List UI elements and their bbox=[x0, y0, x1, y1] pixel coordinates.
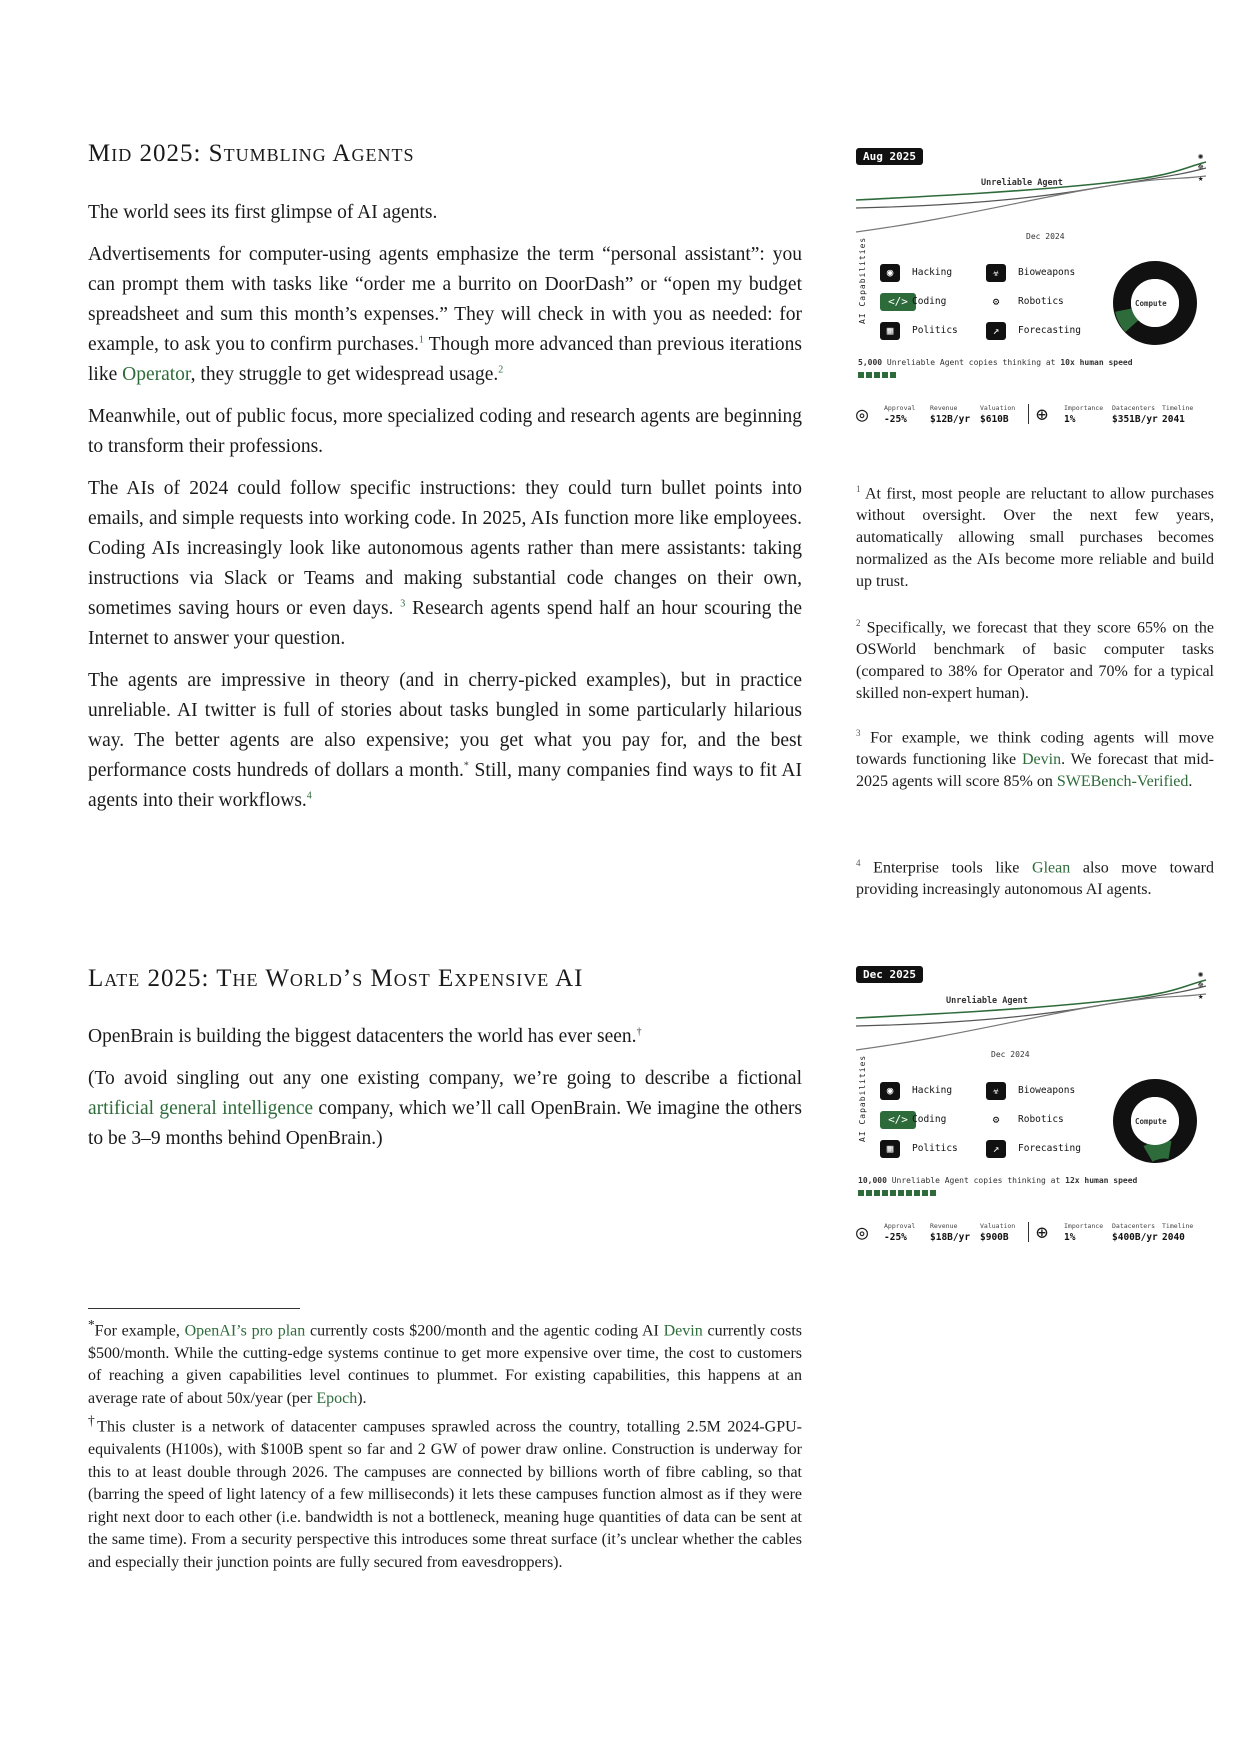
stats-divider bbox=[1028, 1222, 1029, 1242]
stat-value: 2040 bbox=[1162, 1232, 1185, 1243]
capabilities-label: AI Capabilities bbox=[858, 236, 867, 324]
panel-date: Dec 2025 bbox=[856, 966, 923, 983]
footnotes bbox=[88, 1314, 802, 1574]
operator-link[interactable]: Operator bbox=[122, 364, 191, 385]
openai-pro-link[interactable]: OpenAI’s pro plan bbox=[184, 1322, 306, 1340]
footnote-divider bbox=[88, 1308, 300, 1309]
section-heading: Mid 2025: Stumbling Agents bbox=[88, 140, 415, 167]
stat-label: Valuation bbox=[980, 404, 1016, 412]
speed-block bbox=[914, 1190, 920, 1196]
capability-politics: Politics bbox=[912, 1143, 958, 1154]
end-icons: ✺ ☸ ★ bbox=[1198, 970, 1204, 1002]
stat-value: 2041 bbox=[1162, 414, 1185, 425]
reference-date: Dec 2024 bbox=[1026, 232, 1065, 241]
swebench-link[interactable]: SWEBench-Verified bbox=[1056, 773, 1189, 791]
copies-count: 5,000 bbox=[858, 358, 883, 367]
donut-label: Compute bbox=[1135, 299, 1167, 308]
speed-block bbox=[866, 372, 872, 378]
section-heading: Late 2025: The World’s Most Expensive AI bbox=[88, 965, 584, 992]
trend-chart bbox=[856, 966, 1212, 1056]
footnote: *For example, OpenAI’s pro plan currently costs $200/month and the agentic coding AI Devin currently costs $500/month. While the cutting-edge systems continue to get more expensive over time, the cost to customers of reaching a given capabilities level continues to plummet. For existing capabilities, this happens at an average rate of about 50x/year (per Epoch). bbox=[88, 1317, 802, 1407]
copies-count: 10,000 bbox=[858, 1176, 887, 1185]
speed-block bbox=[858, 1190, 864, 1196]
devin-link[interactable]: Devin bbox=[1021, 751, 1062, 769]
forecasting-icon: ↗ bbox=[986, 1140, 1006, 1158]
stat-value: $18B/yr bbox=[930, 1232, 971, 1243]
speed-block bbox=[922, 1190, 928, 1196]
sidenote-3: $^3$ For example, we think coding agents will move towards functioning like Devin. We forecast that mid-2025 agents will score 85% on SWEBench-Verified. bbox=[856, 728, 1215, 791]
stat-label: Timeline bbox=[1162, 1222, 1194, 1230]
robotics-icon: ⚙ bbox=[986, 1111, 1006, 1129]
stat-value: -25% bbox=[884, 414, 907, 425]
section-mid-2025-body bbox=[88, 198, 802, 828]
politics-icon: ▦ bbox=[880, 322, 900, 340]
capability-hacking: Hacking bbox=[912, 1085, 953, 1096]
stat-label: Approval bbox=[884, 1222, 916, 1230]
trend-chart bbox=[856, 148, 1212, 238]
hacking-icon: ◉ bbox=[880, 1082, 900, 1100]
coding-icon: </> bbox=[880, 1111, 916, 1129]
speed-block bbox=[882, 372, 888, 378]
stat-label: Importance bbox=[1064, 1222, 1104, 1230]
status-panel-aug-2025 bbox=[856, 148, 1212, 438]
section-late-2025 bbox=[88, 965, 802, 993]
capability-bioweapons: Bioweapons bbox=[1018, 1085, 1076, 1096]
stat-value: $400B/yr bbox=[1112, 1232, 1158, 1243]
paragraph: The world sees its first glimpse of AI agents. bbox=[88, 202, 438, 223]
reference-date: Dec 2024 bbox=[991, 1050, 1030, 1059]
copies-text: Unreliable Agent copies thinking at bbox=[886, 1176, 1066, 1185]
trend-line bbox=[856, 994, 1206, 1050]
paragraph: The agents are impressive in theory (and in cherry-picked examples), but in practice unreliable. AI twitter is full of stories about tasks bungled in some particularly hilarious way. The better agents are also expensive; you get what you pay for, and the best performance costs hundreds of dollars a month.* Still, many companies find ways to fit AI agents into their workflows.$^4$ bbox=[88, 670, 802, 811]
footnote-ref[interactable]: 4 bbox=[306, 790, 312, 802]
speed-block bbox=[890, 1190, 896, 1196]
speed-block bbox=[930, 1190, 936, 1196]
footnote-ref[interactable]: 3 bbox=[400, 598, 406, 610]
openbrain-logo-icon: ◎ bbox=[856, 402, 869, 426]
panel-date: Aug 2025 bbox=[856, 148, 923, 165]
glean-link[interactable]: Glean bbox=[1032, 859, 1071, 877]
robotics-icon: ⚙ bbox=[986, 293, 1006, 311]
stat-label: Revenue bbox=[930, 404, 958, 412]
copies-line bbox=[858, 358, 1133, 367]
speed-block bbox=[874, 372, 880, 378]
speed-block bbox=[898, 1190, 904, 1196]
forecasting-icon: ↗ bbox=[986, 322, 1006, 340]
donut-segment bbox=[1124, 310, 1132, 326]
speed-block bbox=[866, 1190, 872, 1196]
status-panel-dec-2025 bbox=[856, 966, 1212, 1256]
capability-coding: Coding bbox=[912, 1114, 947, 1125]
capabilities-label: AI Capabilities bbox=[858, 1054, 867, 1142]
stat-value: $12B/yr bbox=[930, 414, 971, 425]
footnote-ref[interactable]: † bbox=[636, 1026, 642, 1038]
stat-label: Datacenters bbox=[1112, 1222, 1156, 1230]
globe-icon: ⊕ bbox=[1036, 1220, 1049, 1244]
stat-label: Importance bbox=[1064, 404, 1104, 412]
section-mid-2025 bbox=[88, 140, 802, 168]
donut-segment bbox=[1148, 1150, 1170, 1154]
speed-block bbox=[858, 372, 864, 378]
trend-line bbox=[856, 980, 1206, 1018]
sidenote-4: $^4$ Enterprise tools like Glean also move toward providing increasingly autonomous AI agents. bbox=[856, 858, 1215, 899]
footnote-ref[interactable]: 2 bbox=[498, 364, 504, 376]
paragraph: (To avoid singling out any one existing company, we’re going to describe a fictional artificial general intelligence company, which we’ll call OpenBrain. We imagine the others to be 3–9 months behind OpenBrain.) bbox=[88, 1068, 802, 1149]
trend-line bbox=[856, 986, 1206, 1026]
paragraph: OpenBrain is building the biggest datacenters the world has ever seen.† bbox=[88, 1026, 642, 1047]
trend-line bbox=[856, 168, 1206, 208]
bioweapons-icon: ☣ bbox=[986, 264, 1006, 282]
stat-value: $900B bbox=[980, 1232, 1009, 1243]
footnote-ref[interactable]: * bbox=[463, 760, 469, 772]
speed-block bbox=[882, 1190, 888, 1196]
stat-value: -25% bbox=[884, 1232, 907, 1243]
stat-label: Datacenters bbox=[1112, 404, 1156, 412]
capability-forecasting: Forecasting bbox=[1018, 325, 1081, 336]
speed-block bbox=[906, 1190, 912, 1196]
stat-label: Revenue bbox=[930, 1222, 958, 1230]
stat-value: $351B/yr bbox=[1112, 414, 1158, 425]
bioweapons-icon: ☣ bbox=[986, 1082, 1006, 1100]
speed-block bbox=[874, 1190, 880, 1196]
copies-line bbox=[858, 1176, 1137, 1185]
capability-coding: Coding bbox=[912, 296, 947, 307]
openbrain-logo-icon: ◎ bbox=[856, 1220, 869, 1244]
capability-bioweapons: Bioweapons bbox=[1018, 267, 1076, 278]
capability-hacking: Hacking bbox=[912, 267, 953, 278]
agi-link[interactable]: artificial general intelligence bbox=[88, 1098, 314, 1119]
stat-label: Valuation bbox=[980, 1222, 1016, 1230]
donut-label: Compute bbox=[1135, 1117, 1167, 1126]
devin-link[interactable]: Devin bbox=[663, 1322, 703, 1340]
footnote: †This cluster is a network of datacenter campuses sprawled across the country, totalling 2.5M 2024-GPU-equivalents (H100s), with $100B spent so far and 2 GW of power draw online. Construction is underway for this to at least double through 2026. The campuses are connected by billions worth of fibre cabling, so that (barring the speed of light latency of a few milliseconds) it lets these campuses function almost as if they were right next door to each other (i.e. bandwidth is not a bottleneck, meaning huge quantities of data can be sent at the same time). From a security perspective this introduces some threat surface (it’s unclear whether the cables and especially their junction points are fully secured from eavesdroppers). bbox=[88, 1413, 802, 1571]
coding-icon: </> bbox=[880, 293, 916, 311]
footnote-ref[interactable]: 1 bbox=[418, 334, 424, 346]
hacking-icon: ◉ bbox=[880, 264, 900, 282]
end-icons: ✺ ☸ ★ bbox=[1198, 152, 1204, 184]
stat-value: 1% bbox=[1064, 414, 1076, 425]
capability-robotics: Robotics bbox=[1018, 1114, 1064, 1125]
section-late-2025-body bbox=[88, 1022, 802, 1166]
paragraph: Advertisements for computer-using agents emphasize the term “personal assistant”: you can prompt them with tasks like “order me a burrito on DoorDash” or “open my budget spreadsheet and sum this month’s expenses.” They will check in with you as needed: for example, to ask you to confirm purchases.$^1$ Though more advanced than previous iterations like Operator, they struggle to get widespread usage.$^2$ bbox=[88, 244, 802, 385]
agent-label: Unreliable Agent bbox=[946, 996, 1028, 1006]
stat-label: Timeline bbox=[1162, 404, 1194, 412]
capability-robotics: Robotics bbox=[1018, 296, 1064, 307]
capability-forecasting: Forecasting bbox=[1018, 1143, 1081, 1154]
capability-politics: Politics bbox=[912, 325, 958, 336]
stat-value: 1% bbox=[1064, 1232, 1076, 1243]
stat-value: $610B bbox=[980, 414, 1009, 425]
speed-text: 12x human speed bbox=[1065, 1176, 1138, 1185]
paragraph: The AIs of 2024 could follow specific instructions: they could turn bullet points into emails, and simple requests into working code. In 2025, AIs function more like employees. Coding AIs increasingly look like autonomous agents rather than mere assistants: taking instructions via Slack or Teams and making substantial code changes on their own, sometimes saving hours or even days. $^3$ Research agents spend half an hour scouring the Internet to answer your question. bbox=[88, 478, 803, 649]
paragraph: Meanwhile, out of public focus, more specialized coding and research agents are beginning to transform their professions. bbox=[88, 406, 802, 457]
speed-text: 10x human speed bbox=[1060, 358, 1133, 367]
speed-block bbox=[890, 372, 896, 378]
stats-divider bbox=[1028, 404, 1029, 424]
globe-icon: ⊕ bbox=[1036, 402, 1049, 426]
agent-label: Unreliable Agent bbox=[981, 178, 1063, 188]
epoch-link[interactable]: Epoch bbox=[316, 1389, 358, 1407]
stat-label: Approval bbox=[884, 404, 916, 412]
copies-text: Unreliable Agent copies thinking at bbox=[882, 358, 1061, 367]
sidenote-1: $^1$ At first, most people are reluctant to allow purchases without oversight. Over the next few years, automatically allowing small purchases becomes normalized as the AIs become more reliable and build up trust. bbox=[856, 484, 1214, 591]
sidenote-2: $^2$ Specifically, we forecast that they score 65% on the OSWorld benchmark of basic computer tasks (compared to 38% for Operator and 70% for a typical skilled non-expert human). bbox=[856, 618, 1214, 703]
politics-icon: ▦ bbox=[880, 1140, 900, 1158]
